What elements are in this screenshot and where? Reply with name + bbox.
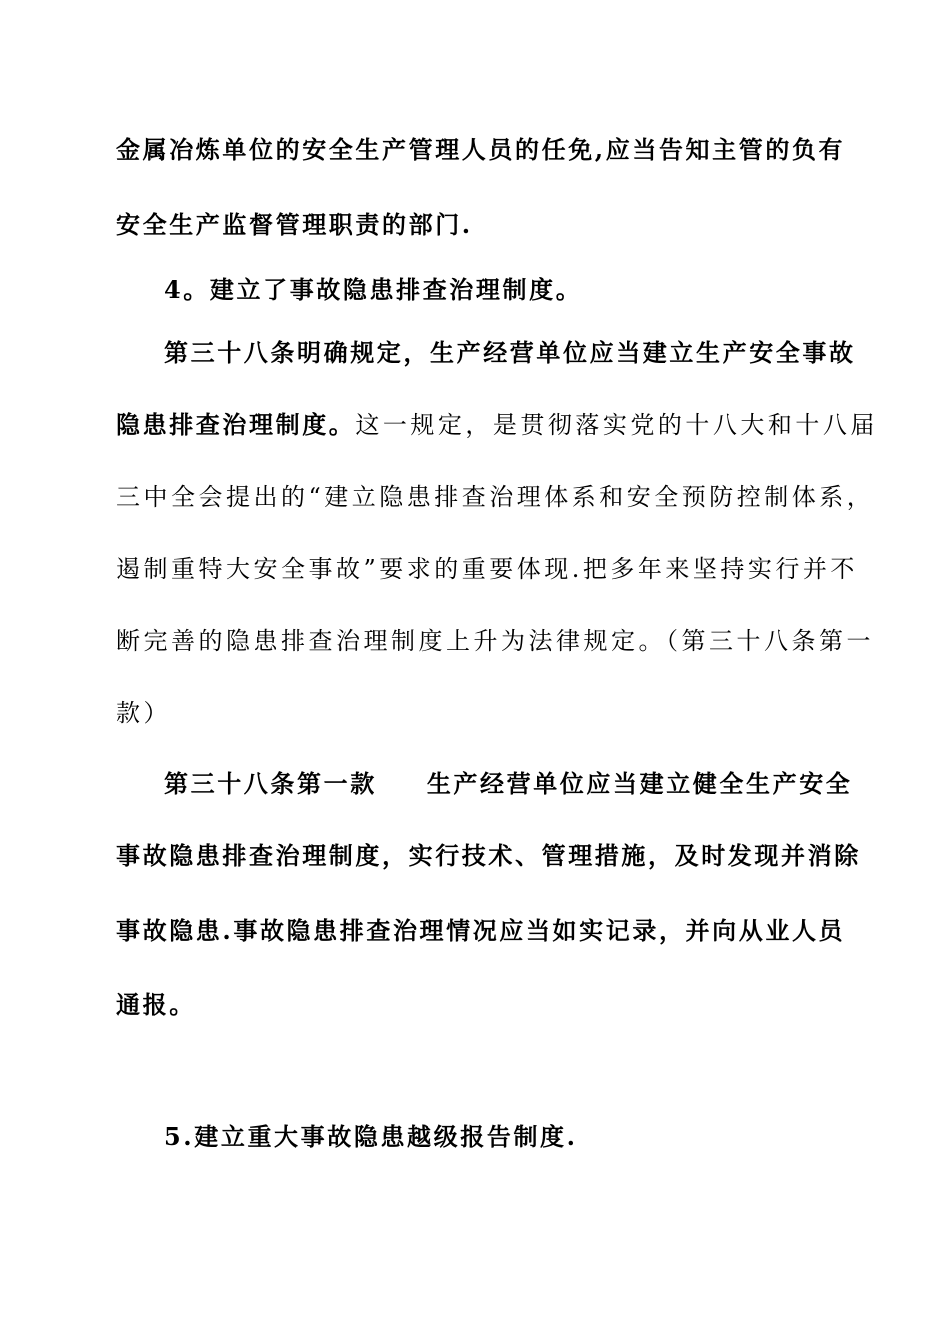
section-heading-4: 4。建立了事故隐患排查治理制度。 [164,275,583,304]
paragraph-line: 事故隐患排查治理制度，实行技术、管理措施，及时发现并消除 [116,841,861,870]
article-line [164,764,853,804]
bold-phrase: 隐患排查治理制度。 [116,410,356,439]
plain-phrase: 这一规定，是贯彻落实党的十八大和十八届 [355,411,878,439]
paragraph-line: 款） [116,699,171,727]
paragraph-line: 通报。 [116,990,196,1019]
paragraph-line: 事故隐患.事故隐患排查治理情况应当如实记录，并向从业人员 [116,916,846,945]
paragraph-line: 遏制重特大安全事故”要求的重要体现.把多年来坚持实行并不 [116,555,858,583]
paragraph-line: 三中全会提出的“建立隐患排查治理体系和安全预防控制体系， [116,483,875,511]
section-heading-5: 5.建立重大事故隐患越级报告制度. [164,1122,578,1151]
article-text: 生产经营单位应当建立健全生产安全 [426,769,853,798]
paragraph-line: 安全生产监督管理职责的部门. [116,210,473,239]
paragraph-line: 断完善的隐患排查治理制度上升为法律规定。（第三十八条第一 [116,627,874,655]
paragraph-line: 第三十八条明确规定，生产经营单位应当建立生产安全事故 [164,338,856,367]
paragraph-line: 金属冶炼单位的安全生产管理人员的任免,应当告知主管的负有 [116,135,846,164]
article-number: 第三十八条第一款 [164,769,377,798]
paragraph-line [116,405,878,445]
